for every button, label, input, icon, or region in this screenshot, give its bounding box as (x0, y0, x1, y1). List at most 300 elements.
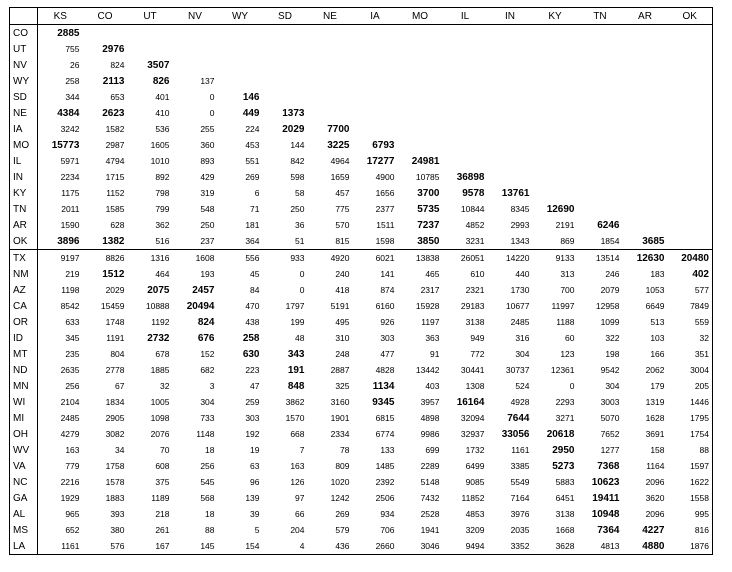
table-cell: 2887 (330, 364, 350, 375)
table-cell: 30441 (460, 364, 485, 375)
column-header: IL (460, 10, 470, 22)
table-cell: 3209 (465, 524, 485, 535)
table-row (10, 89, 713, 105)
table-cell: 700 (560, 284, 575, 295)
table-cell: 2216 (60, 476, 80, 487)
table-cell: 3700 (417, 187, 440, 199)
table-cell: 6451 (555, 492, 575, 503)
table-cell (443, 153, 488, 169)
column-header: IA (370, 10, 380, 22)
table-cell: 240 (335, 268, 350, 279)
table-row (10, 346, 713, 362)
table-cell: 345 (65, 332, 80, 343)
table-cell: 892 (155, 171, 170, 182)
column-header: MO (411, 10, 429, 22)
table-cell: 2457 (192, 284, 215, 296)
table-cell: 30737 (505, 364, 530, 375)
table-cell: 34 (115, 444, 125, 455)
table-cell: 6160 (375, 300, 395, 311)
table-cell: 1656 (375, 187, 395, 198)
table-cell: 995 (694, 508, 709, 519)
table-cell: 47 (250, 380, 260, 391)
table-row (10, 538, 713, 555)
table-cell: 798 (155, 187, 170, 198)
table-cell: 166 (650, 348, 665, 359)
table-cell: 2334 (330, 428, 350, 439)
table-cell: 3957 (420, 396, 440, 407)
table-cell: 84 (250, 284, 260, 295)
table-cell: 11997 (551, 300, 575, 311)
table-cell (578, 169, 623, 185)
table-cell: 556 (245, 252, 260, 263)
table-cell: 3976 (510, 508, 530, 519)
table-row (10, 522, 713, 538)
table-cell (578, 41, 623, 57)
table-cell (623, 89, 668, 105)
table-cell: 2485 (60, 412, 80, 423)
table-cell (668, 169, 713, 185)
table-cell: 5273 (552, 460, 575, 472)
table-cell: 3003 (600, 396, 620, 407)
table-cell: 126 (290, 476, 305, 487)
table-cell: 2976 (102, 43, 125, 55)
table-row (10, 314, 713, 330)
table-cell: 141 (380, 268, 395, 279)
table-cell: 429 (200, 171, 215, 182)
table-row (10, 474, 713, 490)
table-cell: 1929 (60, 492, 80, 503)
table-cell (398, 73, 443, 89)
row-header: AR (10, 217, 38, 233)
table-cell: 4813 (600, 540, 620, 551)
table-cell: 1134 (372, 380, 395, 392)
table-cell: 1197 (421, 316, 440, 327)
table-cell: 9133 (555, 252, 575, 263)
table-cell: 32 (160, 380, 170, 391)
table-cell: 380 (110, 524, 125, 535)
table-cell: 2732 (147, 332, 170, 344)
table-cell: 570 (335, 219, 350, 230)
table-cell (623, 105, 668, 121)
table-cell: 26051 (460, 252, 485, 263)
table-cell: 4900 (375, 171, 395, 182)
table-row (10, 169, 713, 185)
table-cell: 6793 (372, 139, 395, 151)
table-cell: 1570 (285, 412, 305, 423)
table-cell: 5191 (330, 300, 350, 311)
table-cell: 258 (65, 75, 80, 86)
table-cell: 2076 (150, 428, 170, 439)
table-cell: 1161 (61, 540, 80, 551)
table-cell: 5883 (555, 476, 575, 487)
table-cell (488, 137, 533, 153)
table-cell: 2075 (147, 284, 170, 296)
table-cell: 1597 (690, 460, 709, 471)
table-cell: 7849 (690, 300, 709, 311)
table-cell: 628 (110, 219, 125, 230)
table-cell: 325 (335, 380, 350, 391)
table-cell: 12630 (636, 252, 665, 264)
table-cell: 15459 (100, 300, 125, 311)
table-cell: 78 (340, 444, 350, 455)
table-cell (578, 185, 623, 201)
table-cell (443, 41, 488, 57)
table-cell: 516 (128, 233, 173, 250)
table-cell: 4880 (642, 540, 665, 552)
table-cell: 7652 (600, 428, 620, 439)
table-cell: 13442 (415, 364, 440, 375)
table-cell (443, 137, 488, 153)
table-cell: 630 (242, 348, 260, 360)
table-cell: 7237 (417, 219, 440, 231)
table-cell: 10677 (505, 300, 530, 311)
table-cell: 926 (380, 316, 395, 327)
table-cell: 205 (694, 380, 709, 391)
table-cell (488, 105, 533, 121)
row-header: AL (10, 506, 38, 522)
table-cell: 351 (694, 348, 709, 359)
table-cell: 3620 (645, 492, 665, 503)
table-cell: 123 (560, 348, 575, 359)
table-cell (623, 25, 668, 42)
table-cell: 246 (605, 268, 620, 279)
row-header: VA (10, 458, 38, 474)
row-header: AZ (10, 282, 38, 298)
table-cell: 1053 (645, 284, 665, 295)
table-cell: 3507 (147, 59, 170, 71)
table-cell: 1175 (61, 187, 80, 198)
table-cell: 6815 (375, 412, 395, 423)
table-cell: 2885 (57, 27, 80, 39)
table-cell: 1373 (282, 107, 305, 119)
table-cell (578, 137, 623, 153)
table-cell: 3691 (645, 428, 665, 439)
table-row (10, 201, 713, 217)
table-cell: 144 (290, 139, 305, 150)
table-cell: 436 (335, 540, 350, 551)
table-cell: 579 (335, 524, 350, 535)
table-row (10, 217, 713, 233)
table-cell (443, 73, 488, 89)
table-cell (668, 201, 713, 217)
table-row (10, 394, 713, 410)
table-cell: 13514 (595, 252, 620, 263)
table-cell: 256 (65, 380, 80, 391)
table-cell: 5549 (510, 476, 530, 487)
table-cell: 524 (515, 380, 530, 391)
table-cell: 1876 (690, 540, 709, 551)
table-cell: 45 (250, 268, 260, 279)
table-cell: 191 (287, 364, 305, 376)
table-cell (398, 57, 443, 73)
table-cell: 2011 (61, 203, 80, 214)
table-cell: 360 (200, 139, 215, 150)
table-row (10, 73, 713, 89)
table-cell: 815 (308, 233, 353, 250)
table-cell: 14220 (505, 252, 530, 263)
table-cell: 9986 (420, 428, 440, 439)
table-cell: 1316 (150, 252, 170, 263)
table-cell: 58 (295, 187, 305, 198)
table-cell: 652 (65, 524, 80, 535)
table-cell (533, 169, 578, 185)
table-cell (533, 41, 578, 57)
table-cell: 16164 (456, 396, 485, 408)
row-header: OK (10, 233, 38, 250)
table-cell: 2191 (555, 219, 575, 230)
table-cell: 7368 (597, 460, 620, 472)
table-cell: 2950 (552, 444, 575, 456)
table-cell: 1191 (106, 332, 125, 343)
table-cell: 804 (110, 348, 125, 359)
table-cell: 133 (380, 444, 395, 455)
table-cell: 1730 (510, 284, 530, 295)
row-header: KY (10, 185, 38, 201)
table-cell: 3 (209, 380, 215, 391)
table-cell (533, 25, 578, 42)
table-cell: 9085 (465, 476, 485, 487)
table-cell: 258 (242, 332, 260, 344)
table-cell: 1732 (465, 444, 485, 455)
table-cell: 934 (380, 508, 395, 519)
table-cell: 1659 (330, 171, 350, 182)
table-cell: 2293 (555, 396, 575, 407)
table-cell: 2104 (60, 396, 80, 407)
column-header: TN (593, 10, 607, 22)
table-row (10, 185, 713, 201)
table-cell: 316 (515, 332, 530, 343)
row-header: NM (10, 266, 38, 282)
table-cell: 2029 (105, 284, 125, 295)
column-header: OK (682, 10, 697, 22)
table-cell: 181 (245, 219, 260, 230)
table-cell (623, 201, 668, 217)
table-cell: 6774 (375, 428, 395, 439)
table-cell: 826 (152, 75, 170, 87)
table-cell (488, 153, 533, 169)
table-cell: 2778 (105, 364, 125, 375)
table-cell: 2234 (60, 171, 80, 182)
table-cell (578, 153, 623, 169)
column-header: UT (143, 10, 157, 22)
table-cell: 2029 (282, 123, 305, 135)
table-cell (578, 57, 623, 73)
table-cell: 145 (200, 540, 215, 551)
row-header: IL (10, 153, 38, 169)
table-row (10, 25, 713, 42)
table-cell: 250 (200, 219, 215, 230)
table-cell: 706 (380, 524, 395, 535)
table-cell: 842 (290, 155, 305, 166)
table-cell: 470 (245, 300, 260, 311)
table-cell: 1797 (285, 300, 305, 311)
table-cell: 224 (245, 123, 260, 134)
table-cell: 6021 (375, 252, 395, 263)
table-cell: 3046 (420, 540, 440, 551)
table-cell: 933 (290, 252, 305, 263)
table-cell: 1715 (105, 171, 125, 182)
corner-cell (10, 8, 38, 25)
table-row (10, 153, 713, 169)
table-row (10, 410, 713, 426)
table-cell: 809 (335, 460, 350, 471)
table-cell: 6 (254, 187, 260, 198)
table-cell (263, 41, 308, 57)
table-cell: 7432 (420, 492, 440, 503)
table-cell: 32 (699, 332, 709, 343)
table-cell: 304 (200, 396, 215, 407)
table-cell: 2079 (600, 284, 620, 295)
table-cell: 3385 (510, 460, 530, 471)
table-cell (488, 41, 533, 57)
table-cell: 71 (250, 203, 260, 214)
table-cell: 163 (290, 460, 305, 471)
table-cell: 668 (290, 428, 305, 439)
row-header: GA (10, 490, 38, 506)
table-cell: 1188 (556, 316, 575, 327)
table-cell: 1511 (376, 219, 395, 230)
table-cell: 12690 (546, 203, 575, 215)
table-cell: 1164 (646, 460, 665, 471)
table-row (10, 250, 713, 267)
table-cell: 17277 (366, 155, 395, 167)
table-cell: 7644 (507, 412, 530, 424)
table-cell (623, 153, 668, 169)
table-cell: 2096 (645, 476, 665, 487)
table-cell (263, 73, 308, 89)
table-cell: 5971 (60, 155, 80, 166)
table-cell: 3271 (555, 412, 575, 423)
table-cell: 824 (197, 316, 215, 328)
table-cell: 261 (155, 524, 170, 535)
table-cell: 4964 (330, 155, 350, 166)
table-cell: 1099 (600, 316, 620, 327)
table-cell (218, 25, 263, 42)
table-cell: 4227 (642, 524, 665, 536)
table-cell: 1854 (578, 233, 623, 250)
table-cell (533, 153, 578, 169)
table-cell (623, 217, 668, 233)
table-cell: 3225 (327, 139, 350, 151)
table-cell: 10844 (460, 203, 485, 214)
column-header: SD (278, 10, 292, 22)
table-cell (443, 121, 488, 137)
table-cell: 204 (290, 524, 305, 535)
table-cell: 824 (110, 59, 125, 70)
table-cell: 4279 (60, 428, 80, 439)
table-cell: 11852 (461, 492, 485, 503)
table-cell: 1883 (105, 492, 125, 503)
table-cell: 313 (560, 268, 575, 279)
table-cell: 4 (299, 540, 305, 551)
table-cell: 5735 (417, 203, 440, 215)
table-cell: 464 (155, 268, 170, 279)
table-cell (308, 25, 353, 42)
row-header: NE (10, 105, 38, 121)
table-cell: 259 (245, 396, 260, 407)
table-cell (173, 41, 218, 57)
table-cell: 235 (65, 348, 80, 359)
table-cell: 1010 (150, 155, 170, 166)
table-cell: 410 (155, 107, 170, 118)
table-cell: 1020 (330, 476, 350, 487)
table-cell: 775 (335, 203, 350, 214)
table-cell: 343 (287, 348, 305, 360)
table-cell: 2660 (375, 540, 395, 551)
table-cell (308, 89, 353, 105)
table-cell: 453 (245, 139, 260, 150)
table-cell: 248 (335, 348, 350, 359)
table-cell: 1578 (105, 476, 125, 487)
table-cell: 393 (110, 508, 125, 519)
table-cell: 33056 (501, 428, 530, 440)
table-cell (668, 233, 713, 250)
table-cell: 3862 (285, 396, 305, 407)
table-cell (623, 185, 668, 201)
column-header: NE (323, 10, 337, 22)
table-row (10, 378, 713, 394)
table-cell: 15928 (415, 300, 440, 311)
table-row (10, 266, 713, 282)
table-cell: 4794 (105, 155, 125, 166)
table-cell: 303 (245, 412, 260, 423)
table-cell: 949 (470, 332, 485, 343)
table-cell: 12361 (550, 364, 575, 375)
table-cell (353, 105, 398, 121)
table-cell: 304 (605, 380, 620, 391)
table-cell (668, 105, 713, 121)
row-header: NC (10, 474, 38, 490)
table-cell (353, 57, 398, 73)
column-header: WY (231, 10, 249, 22)
table-cell (668, 41, 713, 57)
table-cell (533, 121, 578, 137)
row-header: WV (10, 442, 38, 458)
table-cell: 48 (295, 332, 305, 343)
table-cell: 1161 (511, 444, 530, 455)
table-cell: 9345 (372, 396, 395, 408)
table-cell: 5070 (600, 412, 620, 423)
table-cell: 848 (287, 380, 305, 392)
table-cell: 103 (650, 332, 665, 343)
table-cell: 755 (65, 43, 80, 54)
table-cell: 1582 (105, 123, 125, 134)
column-header: AR (638, 10, 652, 22)
table-cell (533, 73, 578, 89)
table-cell: 7700 (327, 123, 350, 135)
table-cell (533, 105, 578, 121)
table-cell: 269 (335, 508, 350, 519)
table-cell (263, 57, 308, 73)
table-row (10, 506, 713, 522)
table-cell: 88 (205, 524, 215, 535)
row-header: IN (10, 169, 38, 185)
table-row (10, 442, 713, 458)
table-cell (443, 105, 488, 121)
table-row (10, 121, 713, 137)
table-row (10, 490, 713, 506)
table-cell: 24981 (411, 155, 440, 167)
table-cell (668, 89, 713, 105)
table-cell: 779 (65, 460, 80, 471)
table-cell: 6499 (465, 460, 485, 471)
table-cell: 7 (299, 444, 305, 455)
table-cell: 362 (155, 219, 170, 230)
table-cell: 2987 (105, 139, 125, 150)
table-cell: 1192 (151, 316, 170, 327)
table-cell: 1319 (645, 396, 665, 407)
table-cell: 36898 (456, 171, 485, 183)
